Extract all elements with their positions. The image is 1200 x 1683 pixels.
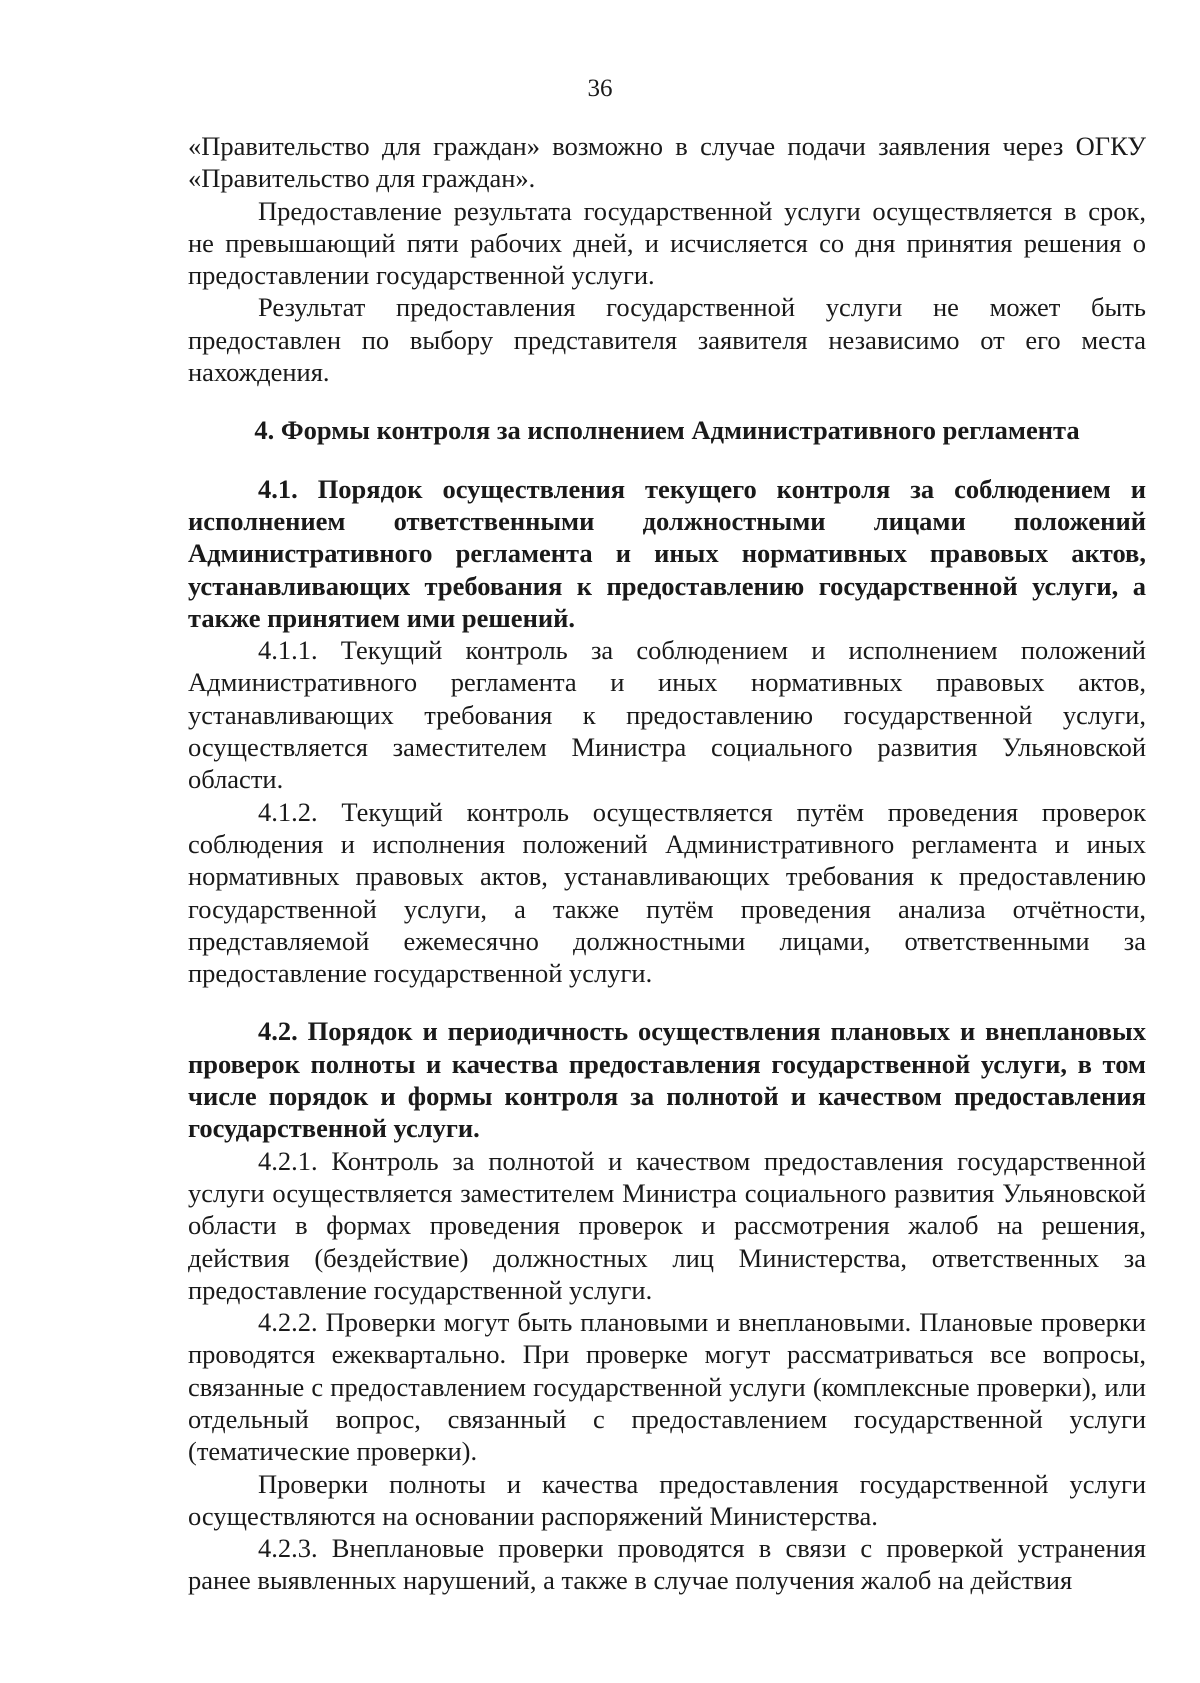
paragraph-4-1-2: 4.1.2. Текущий контроль осуществляется путём проведения проверок соблюдения и исполнения положений Административного регламента и иных нормативных правовых актов, устанавливающих требования к предоставлению государственной услуги, а также путём проведения анализа отчётности, представляемой ежемесячно должностными лицами, ответственными за предоставление государственной услуги. bbox=[188, 796, 1146, 989]
paragraph-result-term: Предоставление результата государственной услуги осуществляется в срок, не превышающий пяти рабочих дней, и исчисляется со дня принятия решения о предоставлении государственной услуги. bbox=[188, 195, 1146, 291]
paragraph-continuation: «Правительство для граждан» возможно в случае подачи заявления через ОГКУ «Правительство для граждан». bbox=[188, 131, 1146, 194]
paragraph-4-1-1: 4.1.1. Текущий контроль за соблюдением и исполнением положений Административного регламента и иных нормативных правовых актов, устанавливающих требования к предоставлению государственной услуги, осуществляется заместителем Министра социального развития Ульяновской области. bbox=[188, 635, 1146, 795]
paragraph-4-2-1: 4.2.1. Контроль за полнотой и качеством предоставления государственной услуги осуществляется заместителем Министра социального развития Ульяновской области в формах проведения проверок и рассмотрения жалоб на решения, действия (бездействие) должностных лиц Министерства, ответственных за предоставление государственной услуги. bbox=[188, 1145, 1146, 1305]
section-4-heading: 4. Формы контроля за исполнением Административного регламента bbox=[254, 415, 1080, 446]
paragraph-result-location: Результат предоставления государственной услуги не может быть предоставлен по выбору представителя заявителя независимо от его места нахождения. bbox=[188, 292, 1146, 388]
subsection-4-2-heading: 4.2. Порядок и периодичность осуществления плановых и внеплановых проверок полноты и качества предоставления государственной услуги, в том числе порядок и формы контроля за полнотой и качеством предоставления государственной услуги. bbox=[188, 1016, 1146, 1144]
page-number: 36 bbox=[587, 75, 613, 102]
document-body bbox=[188, 130, 1146, 1597]
paragraph-4-2-2-continued: Проверки полноты и качества предоставления государственной услуги осуществляются на основании распоряжений Министерства. bbox=[188, 1468, 1146, 1531]
paragraph-4-2-3: 4.2.3. Внеплановые проверки проводятся в связи с проверкой устранения ранее выявленных нарушений, а также в случае получения жалоб на действия bbox=[188, 1533, 1146, 1596]
paragraph-4-2-2: 4.2.2. Проверки могут быть плановыми и внеплановыми. Плановые проверки проводятся ежеквартально. При проверке могут рассматриваться все вопросы, связанные с предоставлением государственной услуги (комплексные проверки), или отдельный вопрос, связанный с предоставлением государственной услуги (тематические проверки). bbox=[188, 1307, 1146, 1467]
subsection-4-1-heading: 4.1. Порядок осуществления текущего контроля за соблюдением и исполнением ответственными должностными лицами положений Административного регламента и иных нормативных правовых актов, устанавливающих требования к предоставлению государственной услуги, а также принятием ими решений. bbox=[188, 473, 1146, 633]
